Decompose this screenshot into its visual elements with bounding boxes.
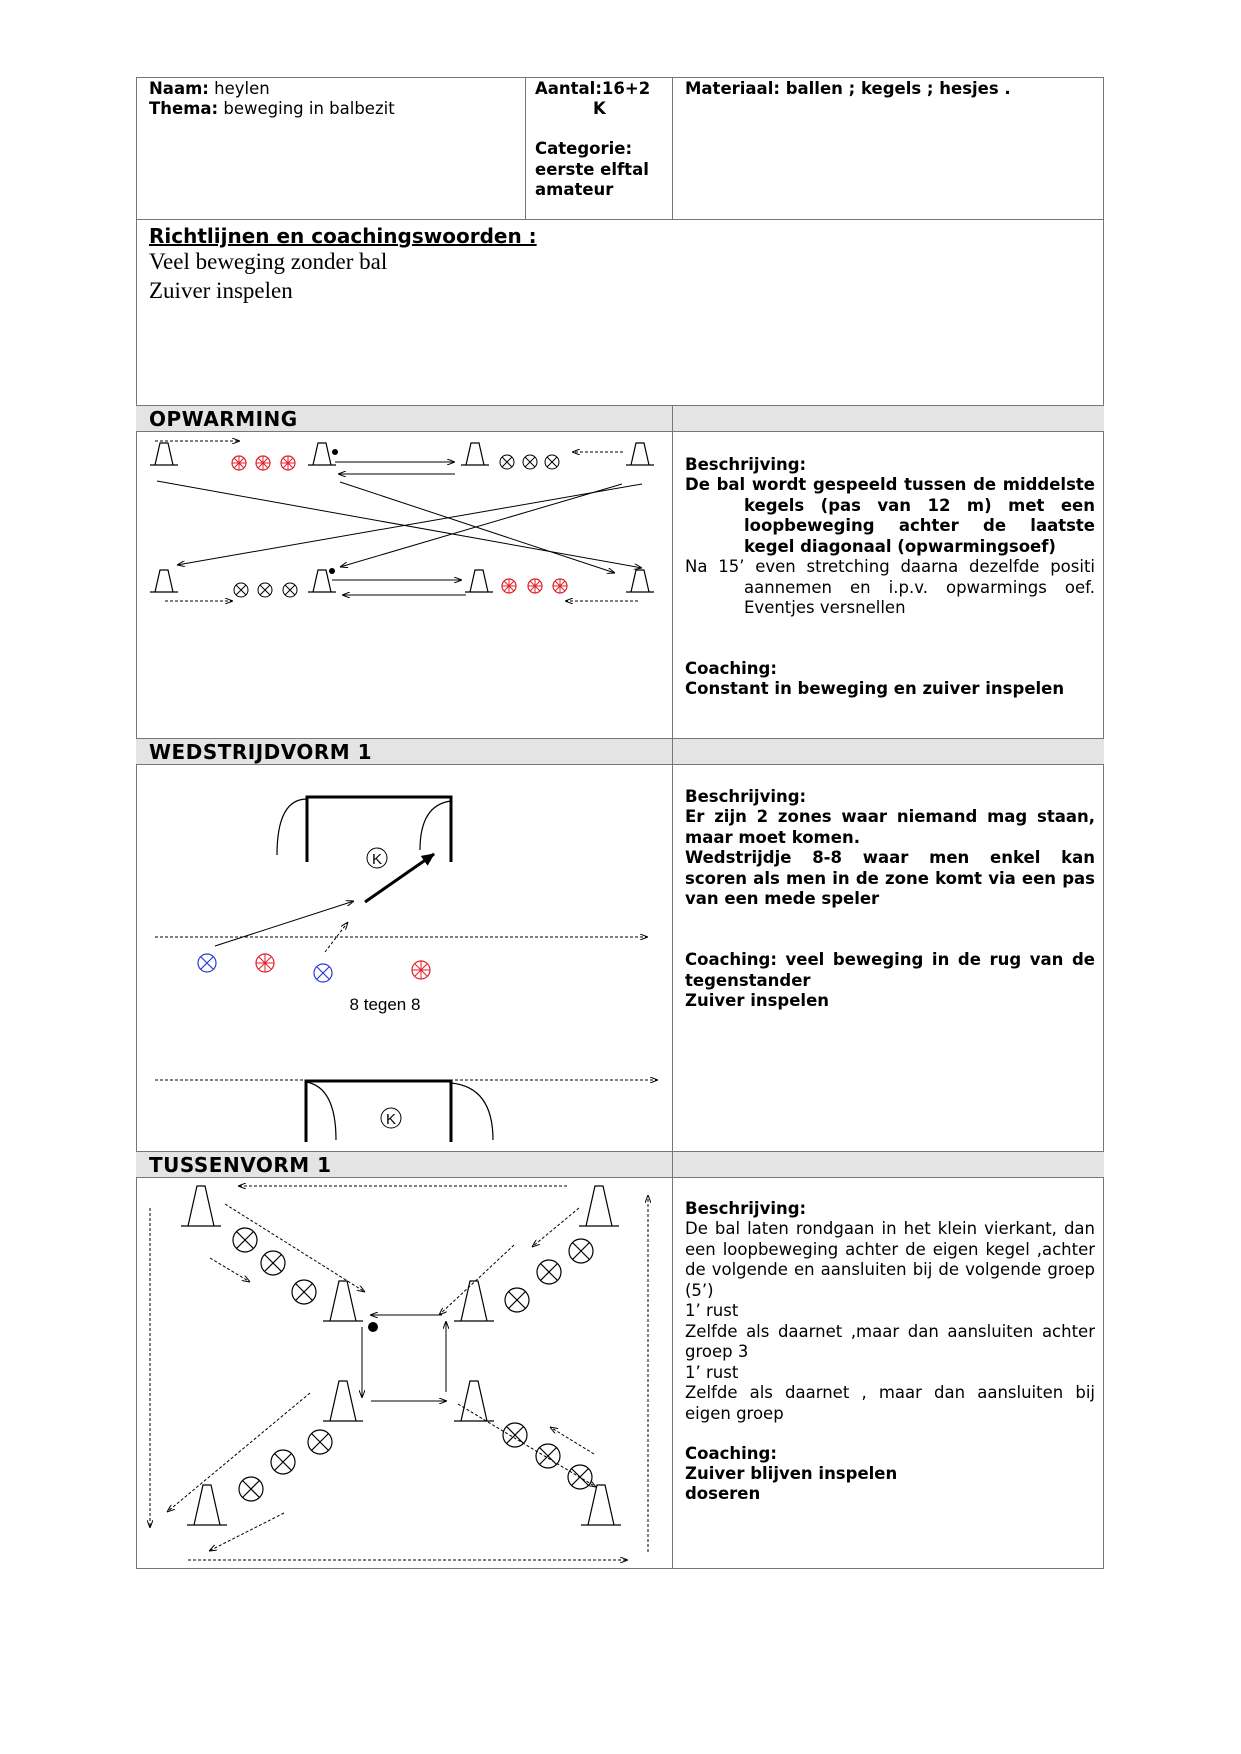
description-line: 1’ rust bbox=[685, 1301, 739, 1320]
coaching-line: tegenstander bbox=[685, 970, 811, 990]
categorie-line2: amateur bbox=[535, 180, 614, 199]
description-line: Na 15’ even stretching daarna dezelfde positi bbox=[685, 557, 1095, 576]
categorie-label: Categorie: bbox=[535, 139, 633, 158]
section-title-tussenvorm: TUSSENVORM 1 bbox=[149, 1153, 332, 1177]
wedstrijdvorm-coaching bbox=[685, 950, 1095, 1012]
coaching-line: Coaching: veel beweging in de rug van de bbox=[685, 950, 1095, 969]
description-line: aannemen en i.p.v. opwarmings oef. bbox=[744, 577, 1095, 597]
divider bbox=[672, 406, 673, 1569]
tussenvorm-coaching-line: Zuiver blijven inspelen bbox=[685, 1464, 898, 1483]
player-groups bbox=[233, 1228, 593, 1501]
categorie-line1: eerste elftal bbox=[535, 160, 649, 179]
materiaal: Materiaal: ballen ; kegels ; hesjes . bbox=[685, 79, 1011, 98]
description-line: Zelfde als daarnet ,maar dan aansluiten achter bbox=[685, 1321, 1095, 1341]
wedstrijdvorm-beschrijving-label: Beschrijving: bbox=[685, 787, 807, 806]
description-line: (5’) bbox=[685, 1280, 714, 1300]
naam-value: heylen bbox=[208, 79, 270, 98]
description-line: van een mede speler bbox=[685, 889, 880, 908]
tussenvorm-coaching-label: Coaching: bbox=[685, 1444, 777, 1463]
description-line: kegels (pas van 12 m) met een bbox=[744, 495, 1095, 515]
thema-value: beweging in balbezit bbox=[218, 99, 395, 118]
tussenvorm-description bbox=[685, 1219, 1095, 1424]
description-line: Zelfde als daarnet , maar dan aansluiten bij bbox=[685, 1383, 1095, 1402]
diagram-label: 8 tegen 8 bbox=[349, 995, 421, 1014]
thema-label: Thema: bbox=[149, 99, 219, 118]
section-title-wedstrijdvorm: WEDSTRIJDVORM 1 bbox=[149, 740, 373, 764]
aantal-line2: K bbox=[593, 99, 606, 118]
description-line: loopbeweging achter de laatste bbox=[744, 516, 1095, 535]
description-line: groep 3 bbox=[685, 1342, 749, 1361]
opwarming-coaching-text: Constant in beweging en zuiver inspelen bbox=[685, 679, 1065, 698]
description-line: 1’ rust bbox=[685, 1362, 739, 1382]
description-line: de volgende en aansluiten bij de volgende groep bbox=[685, 1260, 1095, 1279]
description-line: De bal wordt gespeeld tussen de middelste bbox=[685, 475, 1095, 494]
description-line: Wedstrijdje 8-8 waar men enkel kan bbox=[685, 848, 1095, 867]
keeper-label: K bbox=[385, 1111, 397, 1128]
opwarming-description bbox=[685, 475, 1095, 557]
divider bbox=[672, 77, 673, 220]
description-line: De bal laten rondgaan in het klein vierkant, dan bbox=[685, 1219, 1095, 1238]
coaching-line: Zuiver inspelen bbox=[685, 991, 830, 1010]
description-line: Er zijn 2 zones waar niemand mag staan, bbox=[685, 807, 1095, 826]
divider bbox=[672, 1151, 673, 1178]
description-line: scoren als men in de zone komt via een pas bbox=[685, 868, 1095, 888]
opwarming-notes bbox=[685, 557, 1095, 619]
divider bbox=[672, 405, 673, 432]
description-line: eigen groep bbox=[685, 1403, 784, 1423]
description-line: kegel diagonaal (opwarmingsoef) bbox=[744, 536, 1056, 556]
keeper-label: K bbox=[371, 851, 383, 868]
ball bbox=[368, 1322, 378, 1332]
description-line: een loopbeweging achter de eigen kegel ,achter bbox=[685, 1239, 1095, 1259]
naam-label: Naam: bbox=[149, 79, 209, 98]
wedstrijdvorm-description bbox=[685, 807, 1095, 910]
description-line: Eventjes versnellen bbox=[744, 598, 906, 617]
aantal-line1: Aantal:16+2 bbox=[535, 79, 651, 98]
opwarming-beschrijving-label: Beschrijving: bbox=[685, 455, 807, 474]
richtlijn-line: Veel beweging zonder bal bbox=[149, 249, 388, 274]
richtlijn-line: Zuiver inspelen bbox=[149, 278, 293, 303]
section-title-opwarming: OPWARMING bbox=[149, 407, 298, 431]
divider bbox=[672, 738, 673, 765]
tussenvorm-coaching-line: doseren bbox=[685, 1484, 761, 1503]
tussenvorm-beschrijving-label: Beschrijving: bbox=[685, 1199, 807, 1218]
description-line: maar moet komen. bbox=[685, 827, 860, 847]
cones bbox=[181, 1186, 621, 1525]
richtlijnen-title: Richtlijnen en coachingswoorden : bbox=[149, 224, 537, 248]
opwarming-coaching-label: Coaching: bbox=[685, 659, 777, 678]
tussenvorm-diagram bbox=[0, 0, 672, 1580]
